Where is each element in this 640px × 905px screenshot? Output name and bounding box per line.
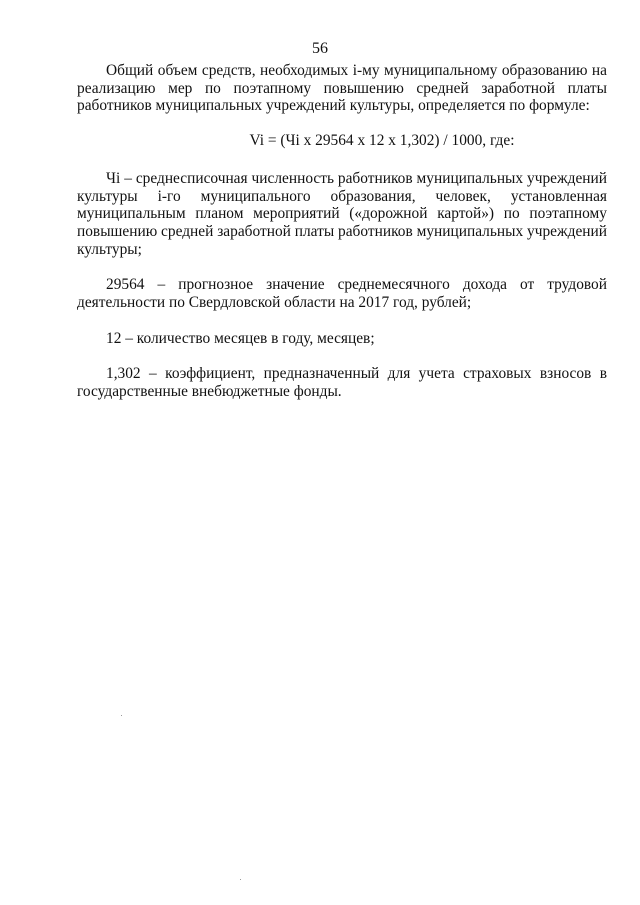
spacer <box>77 150 607 170</box>
document-body <box>77 62 607 401</box>
scan-speck <box>240 879 241 880</box>
definition-income: 29564 – прогнозное значение среднемесячного дохода от трудовой деятельности по Свердловской области на 2017 год, рублей; <box>77 276 607 312</box>
definition-ch: Чi – среднесписочная численность работников муниципальных учреждений культуры i-го муниципального образования, человек, установленная муниципальным планом мероприятий («дорожной картой») по поэтапному повышению средней заработной платы работников муниципальных учреждений культуры; <box>77 169 607 258</box>
spacer <box>77 258 607 276</box>
formula: Vi = (Чi x 29564 x 12 x 1,302) / 1000, где: <box>249 132 515 150</box>
spacer <box>77 347 607 365</box>
intro-paragraph: Общий объем средств, необходимых i-му муниципальному образованию на реализацию мер по поэтапному повышению средней заработной платы работников муниципальных учреждений культуры, определяется по формуле: <box>77 62 607 115</box>
definition-months: 12 – количество месяцев в году, месяцев; <box>106 329 375 347</box>
page-number: 56 <box>312 40 328 57</box>
spacer <box>77 115 607 132</box>
scan-speck <box>121 715 122 716</box>
spacer <box>77 312 607 330</box>
definition-coefficient: 1,302 – коэффициент, предназначенный для учета страховых взносов в государственные внебюджетные фонды. <box>77 365 607 401</box>
